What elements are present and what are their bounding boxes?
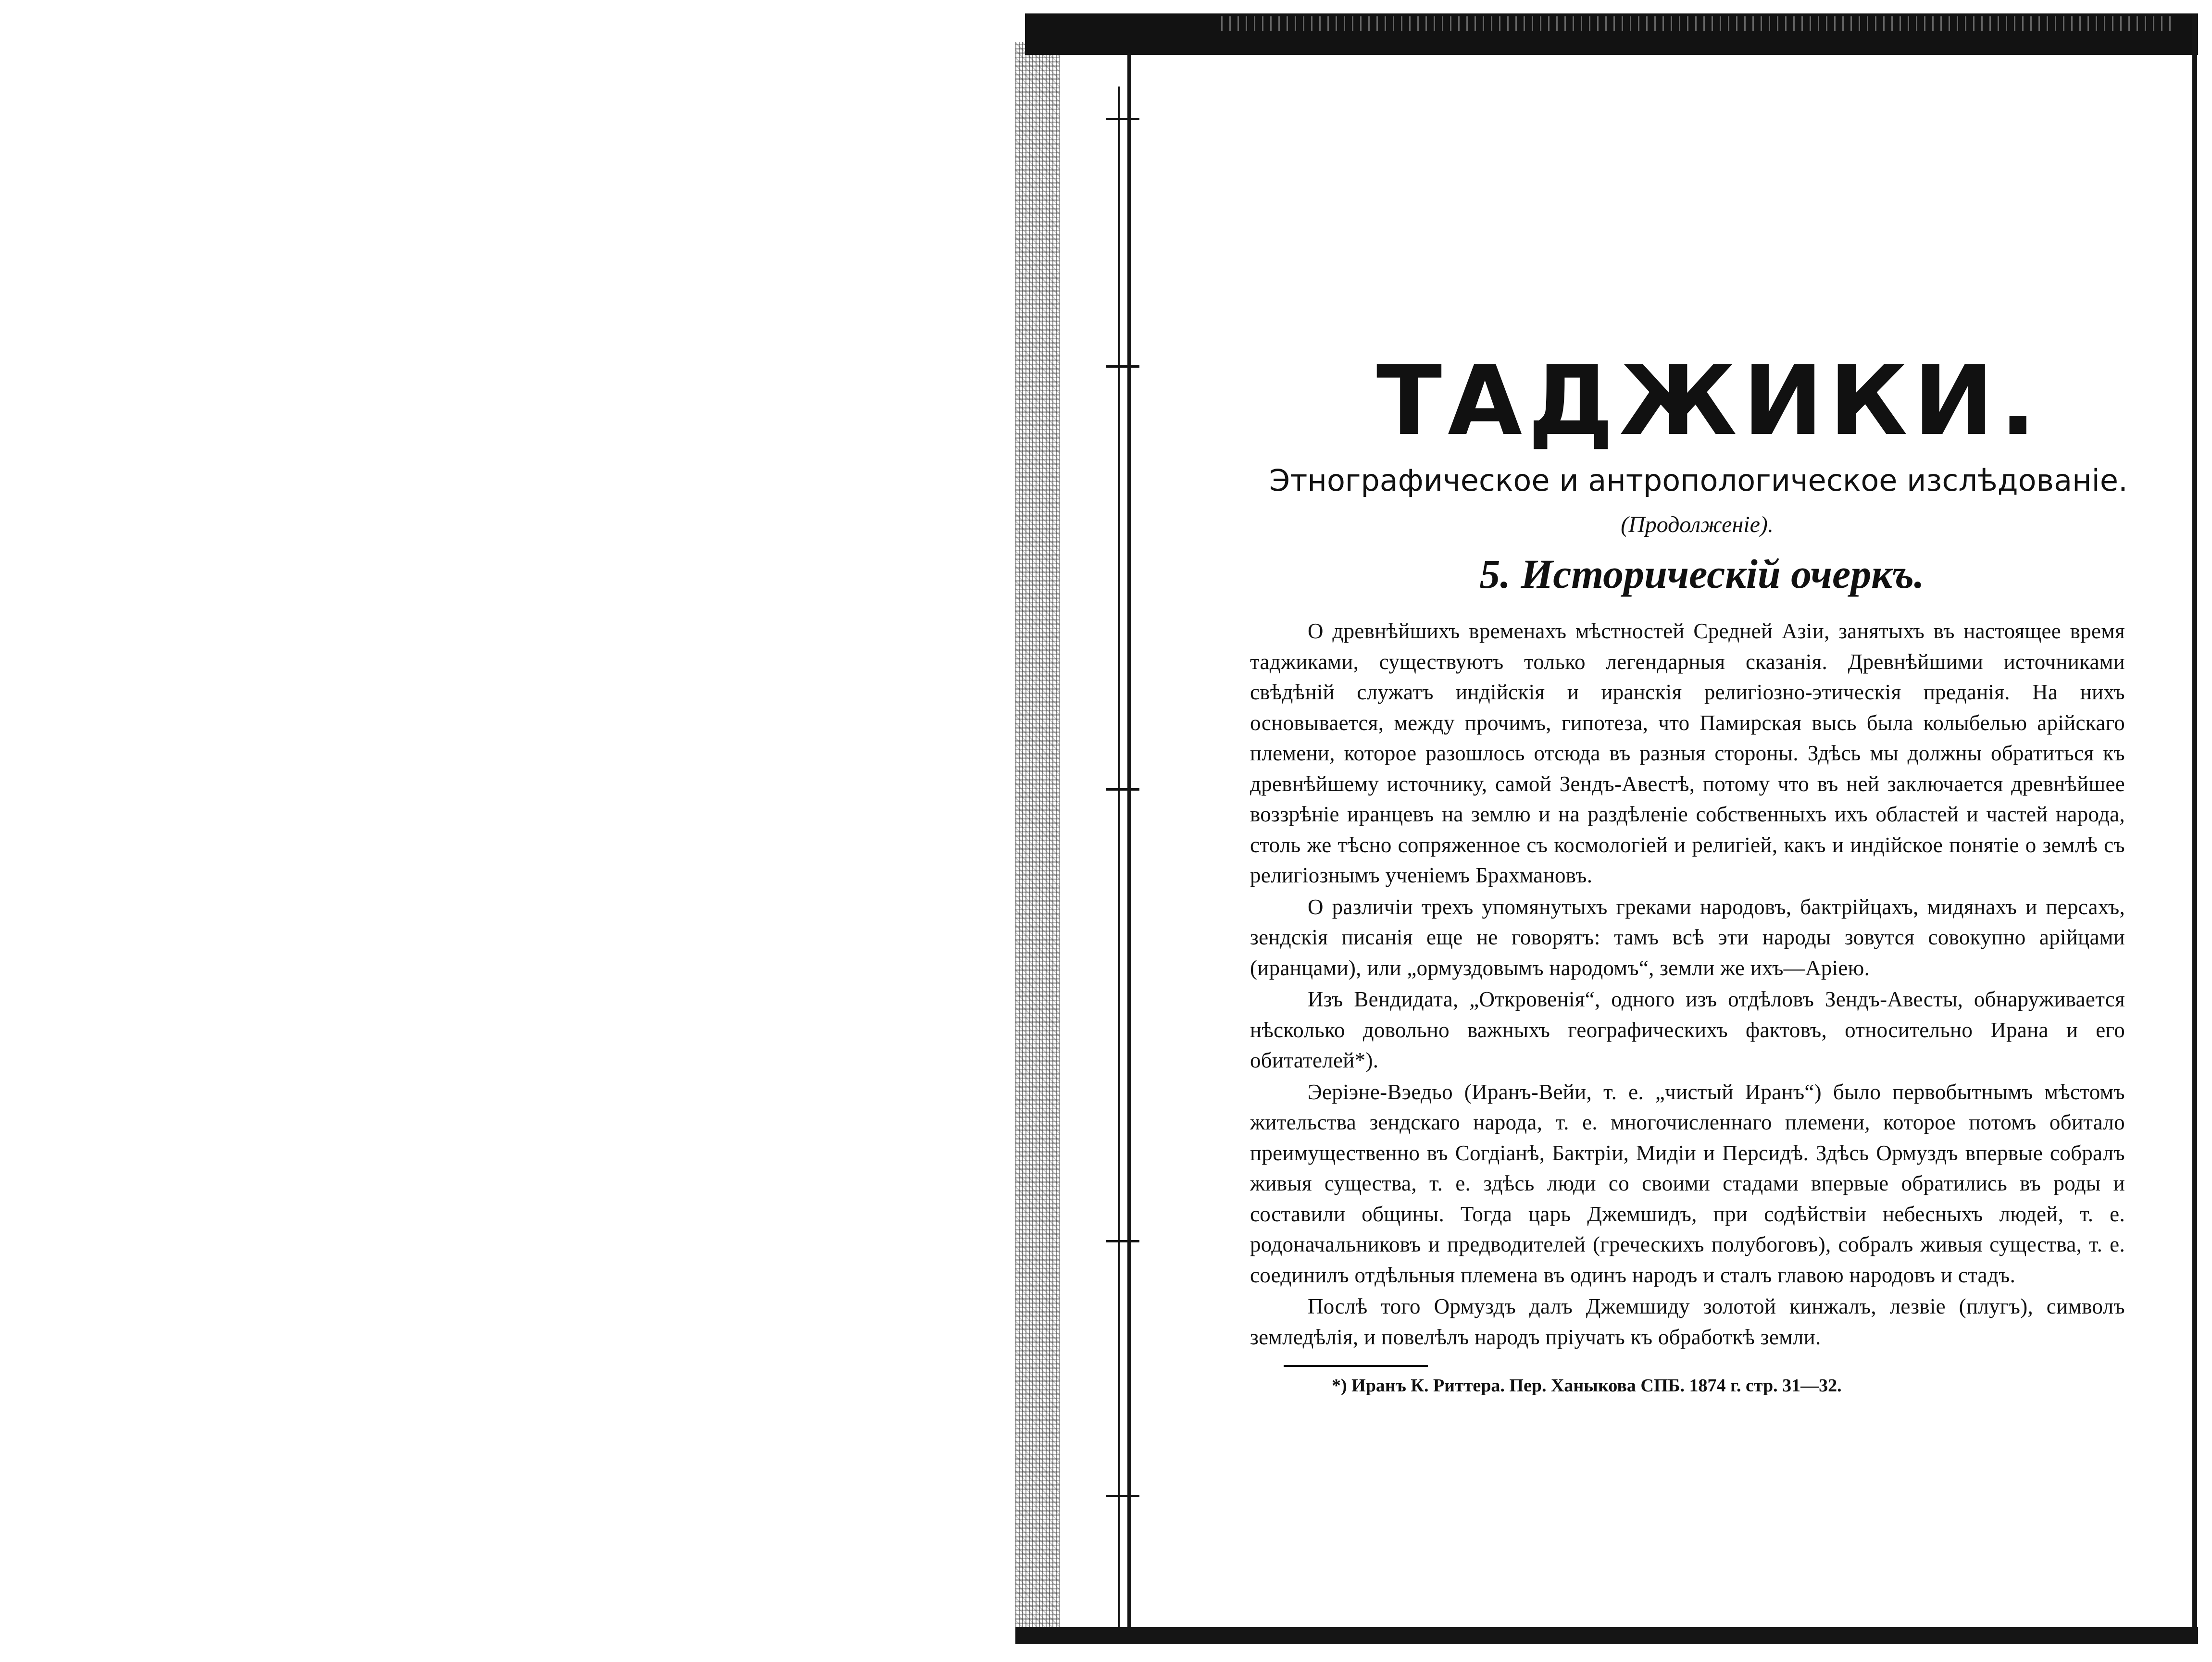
page-left-border	[1127, 53, 1131, 1627]
page-content	[1250, 345, 2128, 1398]
binding-tick	[1106, 1240, 1139, 1242]
binding-tick	[1106, 118, 1139, 120]
footnote-divider	[1284, 1365, 1428, 1367]
page-bottom-border	[1015, 1627, 2198, 1644]
page-subtitle: Этнографическое и антропологическое изслѣдованіе.	[1269, 463, 2128, 498]
binding-gutter	[1015, 42, 1060, 1628]
binding-tick	[1106, 788, 1139, 791]
page-top-border-texture	[1221, 16, 2173, 31]
binding-line	[1118, 87, 1120, 1634]
page-title: ТАДЖИКИ.	[1376, 345, 2042, 457]
footnote: *) Иранъ К. Риттера. Пер. Ханыкова СПБ. 1874 г. стр. 31—32.	[1332, 1376, 1842, 1396]
paragraph: Эеріэне-Вэедьо (Иранъ-Вейи, т. е. „чистый Иранъ“) было первобытнымъ мѣстомъ жительства зендскаго народа, т. е. многочисленнаго племени, которое потомъ обитало преимущественно въ Согдіанѣ, Бактріи, Мидіи и Персидѣ. Здѣсь Ормуздъ впервые собралъ живыя существа, т. е. здѣсь люди со своими стадами впервые обратились въ роды и составили общины. Тогда царь Джемшидъ, при содѣйствіи небесныхъ людей, т. е. родоначальниковъ и предводителей (греческихъ полубоговъ), собралъ живыя существа, т. е. соединилъ отдѣльныя племена въ одинъ народъ и сталъ главою народовъ и стадъ.	[1250, 1079, 2125, 1287]
binding-tick	[1106, 1495, 1139, 1497]
continued-note: (Продолженіе).	[1621, 512, 1774, 537]
section-heading: 5. Историческій очеркъ.	[1479, 551, 1925, 597]
binding-tick	[1106, 365, 1139, 368]
paragraph: О древнѣйшихъ временахъ мѣстностей Средней Азіи, занятыхъ въ настоящее время таджиками, существуютъ только легендарныя сказанія. Древнѣйшими источниками свѣдѣній служатъ индійскія и иранскія религіозно-этическія преданія. На нихъ основывается, между прочимъ, гипотеза, что Памирская высь была колыбелью арійскаго племени, которое разошлось отсюда въ разныя стороны. Здѣсь мы должны обратиться къ древнѣйшему источнику, самой Зендъ-Авестѣ, потому что въ ней заключается древнѣйшее воззрѣніе иранцевъ на землю и на раздѣленіе собственныхъ ихъ областей и частей народа, столь же тѣсно сопряженное съ космологіей и религіей, какъ и индійское понятіе о землѣ съ религіознымъ ученіемъ Брахмановъ.	[1250, 619, 2125, 887]
paragraph: Изъ Вендидата, „Откровенія“, одного изъ отдѣловъ Зендъ-Авесты, обнаруживается нѣсколько довольно важныхъ географическихъ фактовъ, относительно Ирана и его обитателей*).	[1250, 987, 2125, 1072]
paragraph: О различіи трехъ упомянутыхъ греками народовъ, бактрійцахъ, мидянахъ и персахъ, зендскія писанія еще не говорятъ: тамъ всѣ эти народы зовутся совокупно арійцами (иранцами), или „ормуздовымъ народомъ“, земли же ихъ—Аріею.	[1250, 894, 2125, 980]
paragraph: Послѣ того Ормуздъ далъ Джемшиду золотой кинжалъ, лезвіе (плугъ), символъ земледѣлія, и повелѣлъ народъ пріучать къ обработкѣ земли.	[1250, 1294, 2125, 1349]
page-right-border	[2192, 14, 2197, 1634]
